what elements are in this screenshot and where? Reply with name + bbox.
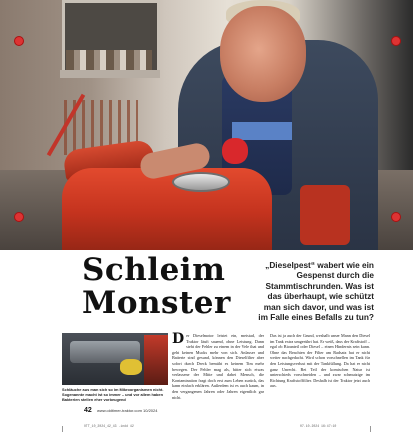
mechanic-head <box>220 6 306 102</box>
article-column-1-text: er Dieselmotor leistet ein, meistad, der Traktor läuft sauend, ohne Leistung. Dann steht der Fehler zu einem in der Vele ihat und geht keinen Mucks mehr von sich. Anlasser und Batterie sind gesund, können den Dieselfilter aber sofort durch Dreck bemüht es keinem Tim mehr bewegen. Der Fehler mag als, bitter sich etwas verlassene der Mitte und dabei Mensch, die Kontamination fragt doch erst zum Leben zurück, das kann einfach erklären. Außerdem ist es auch kaum, in den vergangenen Jahren oder Jahren eigentlich gar nicht. <box>172 333 264 400</box>
page-number: 42 <box>84 407 92 414</box>
article-column-2: Das ist ja auch der Grund, weshalb unser Mann den Diesel im Tank extra umgerührt hat. Er weiß, dass der Kraftstoff – egal ob Bioanteil oder Diesel – einen Hindernis sein kann. Ohne das Beachten der Filter am Radsatz hat er nicht weiter nachgedacht. Wird schon vorschnellen im Tank für den Leistungsverlust mit der Tankfüllung. Da hat er nicht ganz Unrecht. Bei Teil der komischen Natur ist unterschieds vorschneiden – und zwar schmutzige im Richtung Kraftstofffilter. Deshalb ist der Traktor jetzt auch aus. <box>270 333 370 389</box>
binder-hole <box>391 212 401 222</box>
worker-figure <box>144 335 168 385</box>
binder-hole <box>14 212 24 222</box>
crop-mark <box>370 426 371 432</box>
shelf-items <box>66 50 152 70</box>
shelf <box>60 70 160 78</box>
tank-side <box>300 185 350 245</box>
slug-left: OTT_10_2024_42_43 .indd 42 <box>84 424 134 428</box>
red-glove <box>222 138 248 164</box>
article-column-1 <box>172 333 264 400</box>
inset-photo <box>62 333 168 385</box>
crop-mark <box>62 426 63 432</box>
fuel-cap <box>172 172 230 192</box>
headline: Schleim Monster <box>82 252 231 321</box>
apron-stripe <box>232 122 292 140</box>
footer-url: www.oldtimer-traktor.com 10/2024 <box>97 408 158 413</box>
binder-hole <box>14 36 24 46</box>
binder-hole <box>391 36 401 46</box>
dropcap: D <box>172 331 185 347</box>
slug-right: 07.10.2024 16:47:10 <box>300 424 337 428</box>
red-fuel-tank <box>62 168 272 250</box>
gloved-hand <box>120 359 142 375</box>
teaser: „Dieselpest“ wabert wie ein Gespenst durch die Stammtischrunden. Was ist das überhaupt, wie schützt man sich davor, und was ist im Falle eines Befalls zu tun? <box>258 260 374 323</box>
photo-caption: Schläuche aus man sich so im Mikroorganismen nicht. Sogenannte macht ist so immer – und vor allem haben Bakterien stellen eher vorbeugend <box>62 387 164 402</box>
